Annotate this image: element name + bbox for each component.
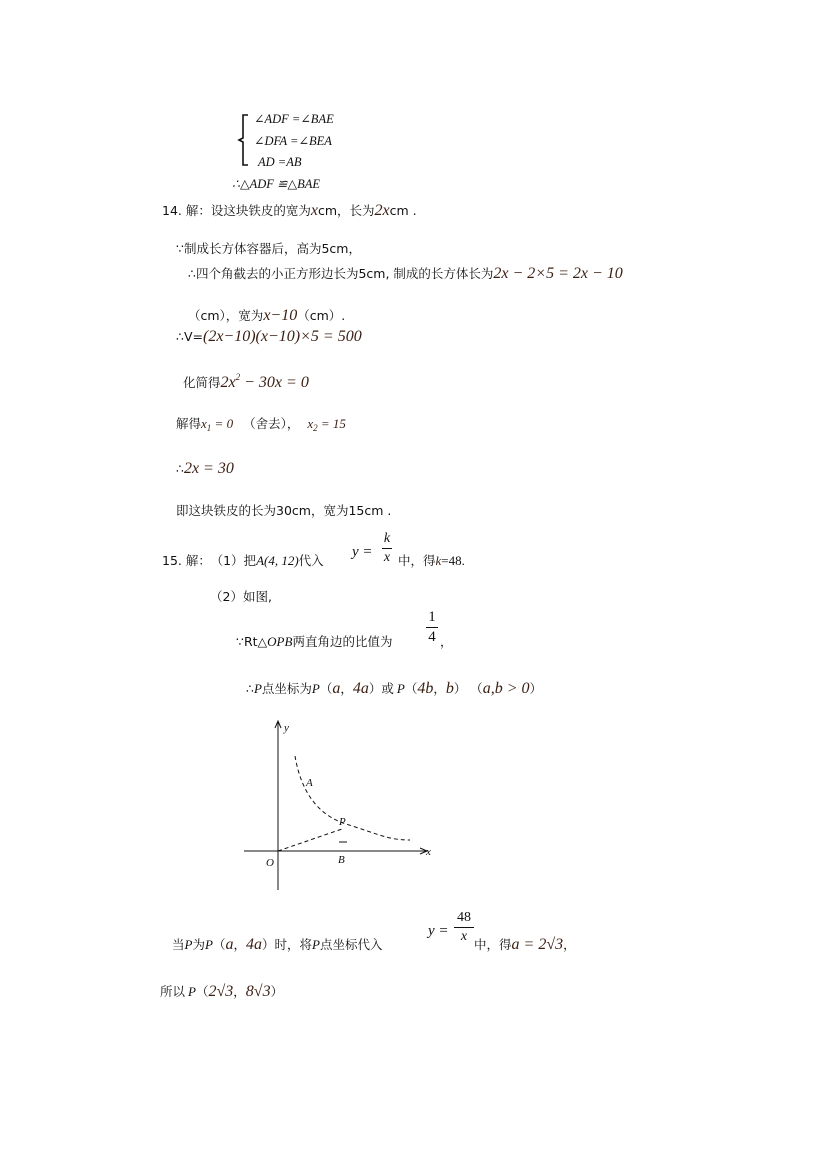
p14-volume-line [176,327,362,346]
segment-OP [278,829,342,851]
cond-close: ） [529,681,542,696]
p14-answer: 即这块铁皮的长为30cm，宽为15cm . [176,503,392,518]
p14-discard: （舍去）， [243,416,300,431]
case-P2: P [204,937,213,952]
p14-therefore-1 [188,264,623,283]
p15-case-line [172,935,382,954]
p14-width-line [188,306,345,325]
p14-text-3: cm . [389,203,417,218]
p14-simplify-label: 化简得 [183,375,221,390]
p14-root-2: $x_2 = 15$ [307,416,346,433]
p14-intro [162,201,417,220]
p14-simplify-expr: $2x^2 - 30x = 0$ [220,372,309,391]
case-get: 中，得 [474,937,512,952]
p14-text-1: 设这块铁皮的宽为 [210,203,311,218]
coord-4a: 4a [352,680,369,697]
p15-ratio-line [236,634,392,650]
coord-P: P [253,681,262,696]
coord-therefore: ∴ [246,681,254,696]
f2-denominator: x [460,929,468,944]
case-P: P [184,937,193,952]
system-brace [236,112,252,168]
so-coord-2: 8√3 [245,983,271,1000]
p15-coord-line [246,679,542,698]
coord-b: b [445,680,454,697]
p14-result-expr: 2x = 30 [183,460,234,477]
case-as: 为 [192,937,205,952]
p15-ratio-fraction [426,609,438,646]
f1-numerator: k [383,531,391,546]
ratio-bar [426,627,438,628]
coord-4b: 4b [417,680,434,697]
p14-volume-expr: (2x−10)(x−10)×5 = 500 [202,328,362,345]
case-when: 当 [172,937,185,952]
p15-so-line [160,982,283,1001]
p15-ratio-end: ， [440,634,453,649]
label-P: P [339,816,346,828]
case-P3: P [311,937,320,952]
p15-part1-end [398,553,465,569]
p14-simplify-line [183,372,309,392]
p14-solve-label: 解得 [176,416,202,431]
coordinate-graph [238,716,438,892]
p15-point-A: A(4, 12) [256,553,299,568]
case-open: （ [212,937,226,952]
p14-length-expr: 2x − 2×5 = 2x − 10 [493,265,623,282]
coord-a: a [332,680,341,697]
case-end-comma: ， [563,937,576,952]
p14-unit-2: （cm）. [297,308,346,323]
p15-ratio-text-b: 两直角边的比值为 [292,634,393,649]
so-coord-1: 2√3 [208,983,234,1000]
p14-var-2x: 2x [374,202,390,219]
hyperbola-curve [295,756,410,840]
p14-number: 14. 解： [162,203,211,218]
coord-comma-2: ， [433,681,446,696]
cond-open: （ [476,681,483,696]
so-comma: ， [233,984,246,999]
p15-k-var: k [435,553,442,568]
p14-root-1: $x_1 = 0$ [201,416,234,433]
p14-volume-label: ∴V= [176,329,203,344]
f1-bar [382,548,392,549]
coord-text: 点坐标为 [261,681,312,696]
case-a-result: a = 2√3 [511,936,564,953]
label-y: y [284,722,289,734]
cond-expr: a,b > 0 [482,680,530,697]
p14-unit-1: （cm），宽为 [188,308,264,323]
p14-var-x: x [310,202,318,219]
proof-conclusion: ∴△ADF ≌△BAE [232,177,320,191]
coord-open-1: （ [319,681,333,696]
coord-open-2: （ [404,681,418,696]
so-label: 所以 [160,984,186,999]
p15-part2: （2）如图, [210,589,272,604]
proof-line-3: AD =AB [258,155,302,169]
ratio-denominator: 4 [428,629,436,645]
f2-lhs: y = [428,923,449,939]
p14-width-expr: x−10 [263,307,298,324]
case-4a: 4a [245,936,262,953]
p14-therefore-text: ∴四个角截去的小正方形边长为5cm, 制成的长方体长为 [188,266,494,281]
so-open: （ [195,984,209,999]
so-close: ） [270,984,284,999]
f2-bar [454,927,474,928]
case-a: a [225,936,234,953]
coord-close-2: ） [453,681,467,696]
coord-P3: P [396,681,405,696]
p15-part1-text-c: 中，得 [398,553,436,568]
p14-because: ∵制成长方体容器后，高为5cm， [176,241,361,256]
ratio-numerator: 1 [428,609,436,625]
p15-number: 15. 解： [162,553,211,568]
coord-close-1: ）或 [368,681,394,696]
case-comma: ， [233,937,246,952]
case-close: ）时，将 [261,937,312,952]
p15-k-val: =48. [441,553,465,568]
p14-solve-line [176,416,346,434]
proof-line-1: ∠ADF =∠BAE [254,112,334,126]
p14-result-line [176,459,234,478]
proof-line-2: ∠DFA =∠BEA [254,134,332,148]
label-A: A [306,777,313,789]
coord-P2: P [311,681,320,696]
f2-numerator: 48 [457,910,471,925]
coord-comma-1: ， [340,681,353,696]
p14-therefore-2: ∴ [176,461,184,476]
label-B: B [338,854,345,866]
so-P: P [188,984,196,999]
p14-text-2: cm，长为 [317,203,375,218]
p15-part1 [162,553,324,569]
p15-case-end [474,935,576,954]
p15-ratio-text-a: ∵Rt△ [236,634,268,649]
label-x: x [426,846,431,858]
p15-part1-text-b: 代入 [298,553,324,568]
p15-ratio-tri: OPB [267,634,293,649]
case-substitute: 点坐标代入 [319,937,383,952]
f1-denominator: x [383,550,391,565]
f1-lhs: y = [352,544,373,560]
p15-part1-text-a: （1）把 [216,553,257,568]
label-O: O [266,857,274,869]
